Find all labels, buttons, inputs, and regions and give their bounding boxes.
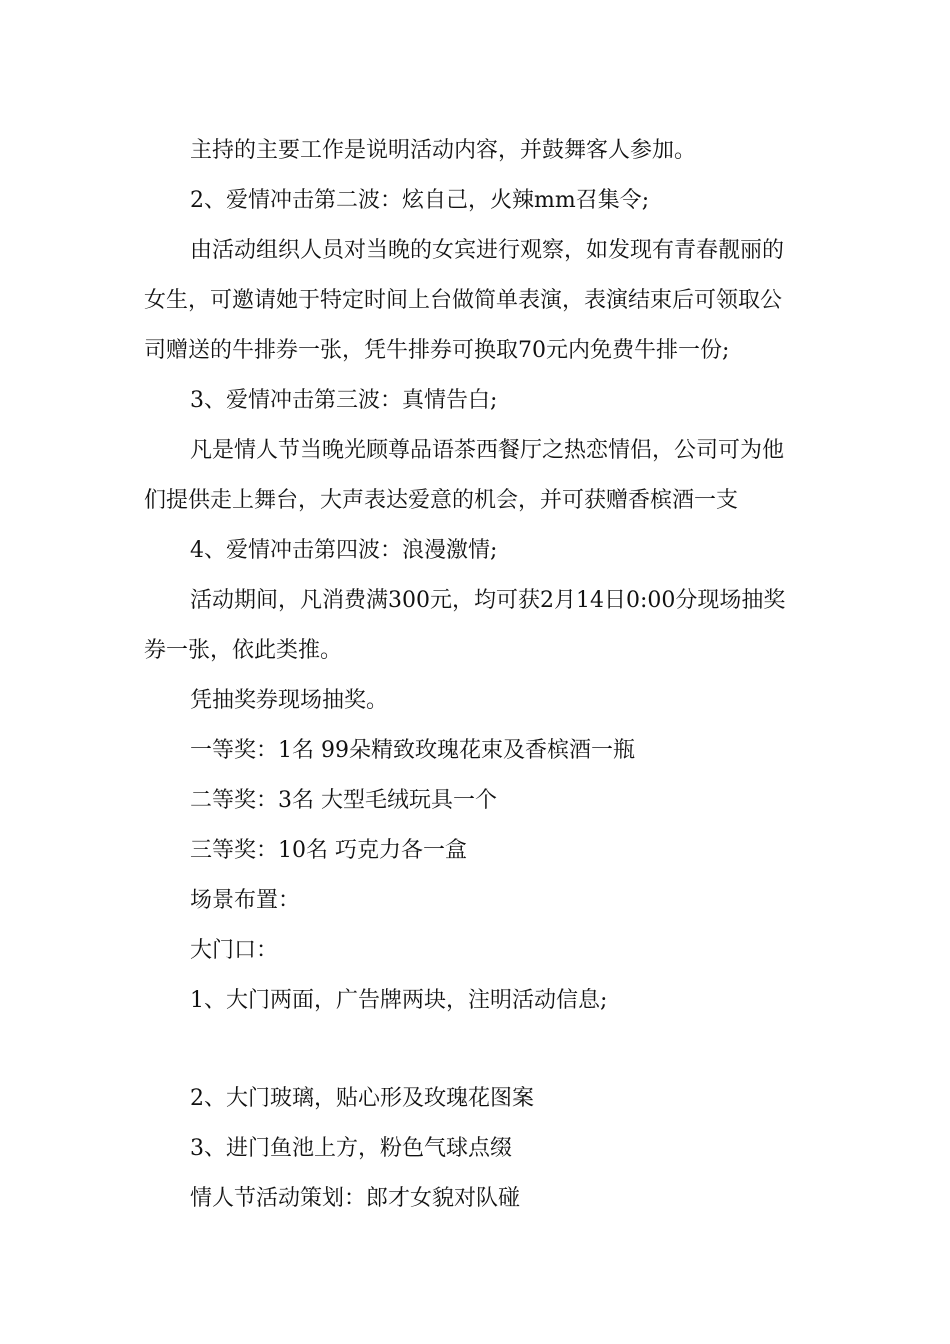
paragraph-line: 3、爱情冲击第三波：真情告白; <box>190 388 498 413</box>
paragraph-line: 们提供走上舞台，大声表达爱意的机会，并可获赠香槟酒一支 <box>144 488 739 513</box>
paragraph-line: 凡是情人节当晚光顾尊品语茶西餐厅之热恋情侣，公司可为他 <box>190 438 785 463</box>
paragraph-line: 3、进门鱼池上方，粉色气球点缀 <box>190 1136 512 1161</box>
paragraph-line: 司赠送的牛排券一张，凭牛排券可换取70元内免费牛排一份; <box>144 338 730 363</box>
paragraph-line: 4、爱情冲击第四波：浪漫激情; <box>190 538 498 563</box>
paragraph-line: 一等奖：1名 99朵精致玫瑰花束及香槟酒一瓶 <box>190 738 635 763</box>
paragraph-line: 大门口： <box>190 938 279 963</box>
paragraph-line: 三等奖：10名 巧克力各一盒 <box>190 838 467 863</box>
paragraph-line: 二等奖：3名 大型毛绒玩具一个 <box>190 788 497 813</box>
paragraph-line: 券一张，依此类推。 <box>144 638 343 663</box>
paragraph-line: 1、大门两面，广告牌两块，注明活动信息; <box>190 988 608 1013</box>
paragraph-line: 由活动组织人员对当晚的女宾进行观察，如发现有青春靓丽的 <box>190 238 785 263</box>
paragraph-line: 凭抽奖券现场抽奖。 <box>190 688 389 713</box>
paragraph-line: 活动期间，凡消费满300元，均可获2月14日0:00分现场抽奖 <box>190 588 786 613</box>
paragraph-line: 主持的主要工作是说明活动内容，并鼓舞客人参加。 <box>190 138 697 163</box>
paragraph-line: 女生，可邀请她于特定时间上台做简单表演，表演结束后可领取公 <box>144 288 783 313</box>
paragraph-line: 情人节活动策划：郎才女貌对队碰 <box>190 1186 521 1211</box>
paragraph-line: 场景布置： <box>190 888 301 913</box>
paragraph-line: 2、大门玻璃，贴心形及玫瑰花图案 <box>190 1086 534 1111</box>
paragraph-line: 2、爱情冲击第二波：炫自己，火辣mm召集令; <box>190 188 650 213</box>
